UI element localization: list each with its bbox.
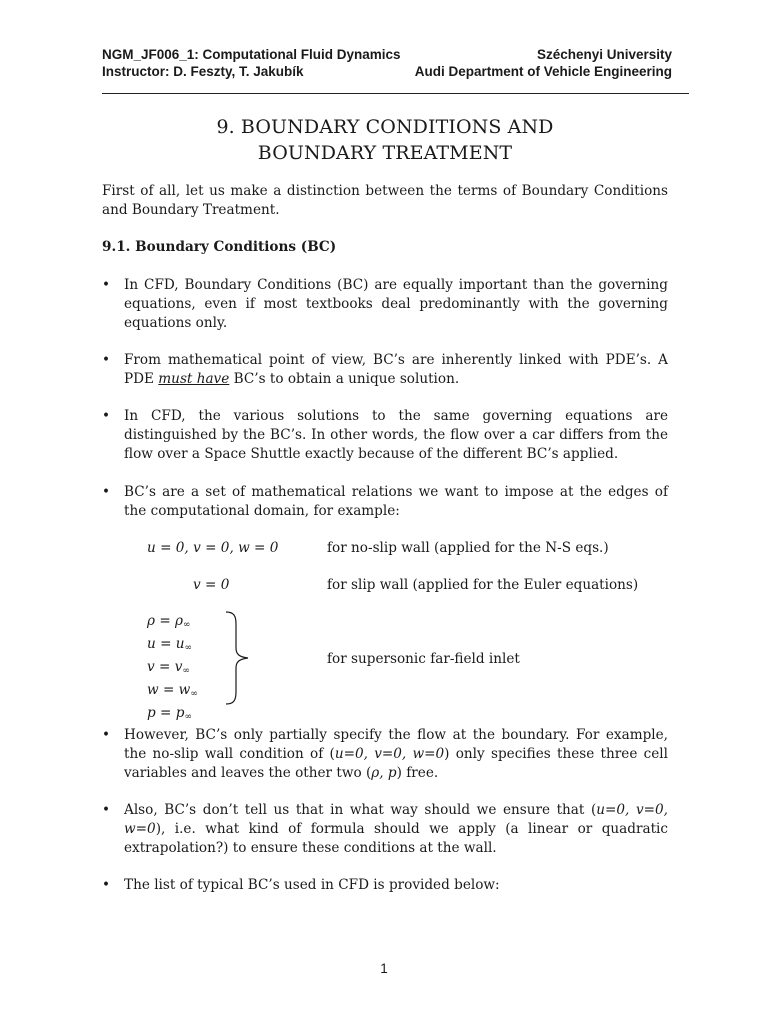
bullet-item [102, 276, 668, 333]
bullet-item [102, 483, 668, 521]
bullet-text: BC’s are a set of mathematical relations we want to impose at the edges of the computational domain, for example: [124, 484, 668, 519]
noslip-description: for no-slip wall (applied for the N-S eqs.) [327, 540, 609, 556]
rho-equation: $\rho = \rho_\infty$ [147, 613, 191, 630]
bullet-text: In CFD, the various solutions to the same governing equations are distinguished by the BC’s. In other words, the flow over a car differs from the flow over a Space Shuttle exactly because of the different BC’s applied. [124, 408, 668, 462]
chapter-title [102, 114, 668, 166]
bullet-text: However, BC’s only partially specify the flow at the boundary. For example, the no-slip wall condition of (u=0, v=0, w=0) only specifies these three cell variables and leaves the other two (ρ, p) free. [124, 727, 668, 781]
page-number: 1 [380, 961, 388, 976]
bullet-icon: • [102, 352, 111, 368]
bullet-icon: • [102, 877, 111, 893]
bullet-text: The list of typical BC’s used in CFD is provided below: [124, 877, 500, 893]
v-equation: $v = v_\infty$ [147, 659, 190, 676]
farfield-description: for supersonic far-field inlet [327, 651, 520, 667]
bullet-text: Also, BC’s don’t tell us that in what way should we ensure that (u=0, v=0, w=0), i.e. what kind of formula should we apply (a linear or quadratic extrapolation?) to ensure these conditions at the wall. [124, 802, 668, 856]
u-equation: $u = u_\infty$ [147, 636, 193, 653]
slip-equation: v = 0 [193, 577, 230, 593]
bullet-icon: • [102, 408, 111, 424]
bullet-icon: • [102, 802, 111, 818]
bullet-text-part: From mathematical point of view, BC’s are inherently linked with PDE’s. A PDE [124, 352, 668, 387]
farfield-equations [147, 612, 198, 727]
instructor-names: Instructor: D. Feszty, T. Jakubík [102, 64, 304, 79]
bullet-icon: • [102, 727, 111, 743]
course-title: NGM_JF006_1: Computational Fluid Dynamics [102, 47, 401, 62]
bullet-text [124, 351, 668, 389]
right-brace-icon [222, 610, 252, 706]
inline-math: u=0, v=0, w=0 [334, 746, 445, 762]
inline-math: u=0, v=0, w=0 [124, 802, 668, 837]
bullet-text: In CFD, Boundary Conditions (BC) are equally important than the governing equations, even if most textbooks deal predominantly with the governing equations only. [124, 277, 668, 331]
bullet-item [102, 351, 668, 389]
bullet-item [102, 726, 668, 783]
chapter-title-line-2: BOUNDARY TREATMENT [257, 142, 513, 164]
p-equation: $p = p_\infty$ [147, 705, 192, 722]
w-equation: $w = w_\infty$ [147, 682, 198, 699]
university-name: Széchenyi University [536, 47, 672, 62]
bullet-icon: • [102, 277, 111, 293]
bullet-item [102, 876, 668, 895]
intro-paragraph: First of all, let us make a distinction between the terms of Boundary Conditions and Boundary Treatment. [102, 183, 668, 218]
bullet-text-part: BC’s to obtain a unique solution. [229, 371, 460, 387]
bullet-item [102, 407, 668, 464]
header-divider [102, 93, 689, 94]
slip-description: for slip wall (applied for the Euler equations) [327, 577, 639, 593]
bullet-icon: • [102, 484, 111, 500]
section-heading: 9.1. Boundary Conditions (BC) [102, 239, 337, 255]
department-name: Audi Department of Vehicle Engineering [414, 64, 672, 79]
emphasis-text: must have [158, 371, 230, 387]
inline-math: ρ, p [371, 765, 397, 781]
chapter-title-line-1: 9. BOUNDARY CONDITIONS AND [216, 116, 554, 138]
bullet-item [102, 801, 668, 858]
noslip-equation: u = 0, v = 0, w = 0 [147, 540, 279, 556]
